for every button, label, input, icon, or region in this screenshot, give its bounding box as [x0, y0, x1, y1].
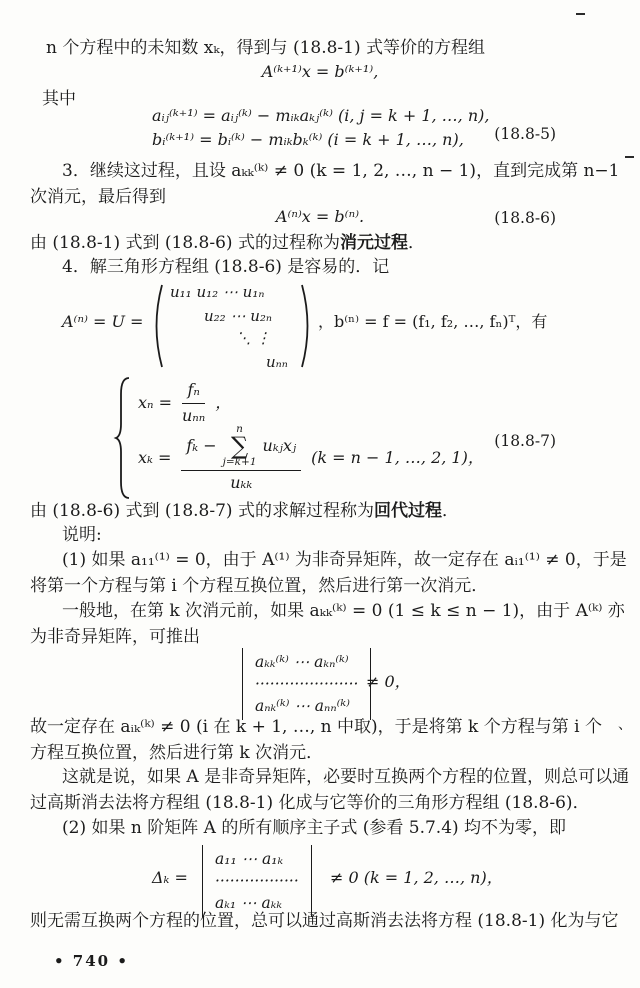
intro-line: n 个方程中的未知数 xₖ，得到与 (18.8-1) 式等价的方程组: [46, 38, 486, 58]
determinant-leading-minor: [202, 845, 312, 917]
equation-label-18-8-5: (18.8-5): [494, 125, 556, 143]
determinant-row: ·················: [215, 872, 299, 890]
row1-tail: ，: [215, 392, 232, 412]
determinant-row: aₖₖ⁽ᵏ⁾ ⋯ aₖₙ⁽ᵏ⁾: [255, 653, 349, 671]
matrix-row: u₂₂ ⋯ u₂ₙ: [204, 307, 272, 325]
determinant-row: a₁₁ ⋯ a₁ₖ: [215, 850, 284, 868]
item3-line2: 次消元，最后得到: [30, 187, 166, 207]
determinant-nonzero: ≠ 0，: [366, 672, 411, 691]
display-equation-18-8-6: A⁽ⁿ⁾x = b⁽ⁿ⁾.: [275, 207, 365, 226]
fraction: [181, 424, 301, 494]
row1-lhs: xₙ =: [138, 392, 172, 412]
fraction-denominator: uₖₖ: [230, 472, 253, 492]
fraction: [182, 380, 205, 427]
note2-line: (2) 如果 n 阶矩阵 A 的所有顺序主子式 (参看 5.7.4) 均不为零，即: [62, 818, 567, 838]
pivot-exist-line1: 故一定存在 aᵢₖ⁽ᵏ⁾ ≠ 0 (i 在 k + 1, …, n 中取)，于是将第 k 个方程与第 i 个: [30, 717, 602, 737]
matrix-row: uₙₙ: [266, 353, 288, 371]
equation-18-8-5-line1: aᵢⱼ⁽ᵏ⁺¹⁾ = aᵢⱼ⁽ᵏ⁾ − mᵢₖaₖⱼ⁽ᵏ⁾ (i, j = k + 1, …, n),: [152, 106, 490, 125]
display-equation-elimination: A⁽ᵏ⁺¹⁾x = b⁽ᵏ⁺¹⁾,: [261, 62, 379, 81]
item4-line: 4．解三角形方程组 (18.8-6) 是容易的．记: [62, 257, 390, 277]
determinant-row: ·····················: [255, 675, 359, 693]
equation-18-8-5-line2: bᵢ⁽ᵏ⁺¹⁾ = bᵢ⁽ᵏ⁾ − mᵢₖbₖ⁽ᵏ⁾ (i = k + 1, …, n),: [152, 130, 464, 149]
equation-18-8-7-row1: [138, 380, 231, 427]
note1-line1: (1) 如果 a₁₁⁽¹⁾ = 0，由于 A⁽¹⁾ 为非奇异矩阵，故一定存在 aᵢ₁⁽¹⁾ ≠ 0，于是: [62, 550, 627, 570]
determinant-row: aₖ₁ ⋯ aₖₖ: [215, 894, 283, 912]
back-substitution-sentence: [30, 500, 459, 522]
sum-lower-limit: j=k+1: [222, 456, 257, 469]
determinant-submatrix: [242, 648, 371, 720]
scan-artifact-mark: 、: [618, 717, 632, 733]
fraction-numerator: [181, 424, 301, 471]
notes-heading: 说明:: [62, 525, 102, 545]
equation-18-8-7-row2: [138, 424, 484, 494]
conclusion-line1: 这就是说，如果 A 是非奇异矩阵，必要时互换两个方程的位置，则总可以通: [62, 767, 630, 787]
equation-label-18-8-6: (18.8-6): [494, 209, 556, 227]
determinant-row: aₙₖ⁽ᵏ⁾ ⋯ aₙₙ⁽ᵏ⁾: [255, 697, 350, 715]
term-back-substitution: 回代过程: [373, 501, 442, 521]
leading-minor-lhs: Δₖ =: [152, 868, 188, 887]
leading-minor-condition: ≠ 0 (k = 1, 2, …, n)，: [330, 868, 503, 887]
numerator-post: uₖⱼxⱼ: [262, 435, 297, 455]
matrix-rhs: ，b⁽ⁿ⁾ = f = (f₁, f₂, …, fₙ)ᵀ，有: [318, 312, 548, 331]
matrix-row: ⋱ ⋮: [236, 329, 271, 347]
elimination-process-sentence: [30, 232, 425, 254]
fraction-numerator: fₙ: [182, 380, 204, 404]
pivot-exist-line2: 方程互换位置，然后进行第 k 次消元．: [30, 743, 324, 763]
final-line: 则无需互换两个方程的位置，总可以通过高斯消去法将方程 (18.8-1) 化为与它: [30, 911, 619, 931]
scan-artifact-dash: [625, 156, 634, 158]
row2-lhs: xₖ =: [138, 448, 172, 468]
sentence-post: ．: [441, 501, 459, 521]
sigma-icon: ∑: [230, 431, 249, 460]
fraction-denominator: uₙₙ: [182, 405, 206, 425]
sentence-pre: 由 (18.8-6) 式到 (18.8-7) 式的求解过程称为: [30, 501, 374, 521]
sum-upper-limit: n: [236, 423, 243, 435]
scan-artifact-dash: [576, 13, 585, 15]
qizhong-label: 其中: [42, 89, 76, 109]
matrix-lhs: A⁽ⁿ⁾ = U =: [62, 312, 144, 331]
sentence-post: ．: [407, 233, 425, 253]
general-case-line2: 为非奇异矩阵，可推出: [30, 627, 200, 647]
row2-condition: (k = n − 1, …, 2, 1)，: [311, 448, 484, 468]
term-elimination-process: 消元过程: [339, 233, 408, 253]
general-case-line1: 一般地，在第 k 次消元前，如果 aₖₖ⁽ᵏ⁾ = 0 (1 ≤ k ≤ n − 1)，由于 A⁽ᵏ⁾ 亦: [62, 601, 625, 621]
sentence-pre: 由 (18.8-1) 式到 (18.8-6) 式的过程称为: [30, 233, 340, 253]
left-brace-icon: [114, 376, 132, 500]
equation-label-18-8-7: (18.8-7): [494, 432, 556, 450]
conclusion-line2: 过高斯消去法将方程组 (18.8-1) 化成与它等价的三角形方程组 (18.8-6)．: [30, 793, 590, 813]
numerator-pre: fₖ −: [186, 435, 217, 455]
matrix-row: u₁₁ u₁₂ ⋯ u₁ₙ: [170, 283, 265, 301]
item3-line1: 3．继续这过程，且设 aₖₖ⁽ᵏ⁾ ≠ 0 (k = 1, 2, …, n − 1)，直到完成第 n−1: [62, 161, 620, 181]
summation-symbol: [223, 424, 257, 468]
left-paren-icon: [150, 283, 164, 369]
note1-line2: 将第一个方程与第 i 个方程互换位置，然后进行第一次消元．: [30, 576, 489, 596]
right-paren-icon: [300, 283, 314, 369]
page-number: • 740 •: [54, 952, 129, 970]
